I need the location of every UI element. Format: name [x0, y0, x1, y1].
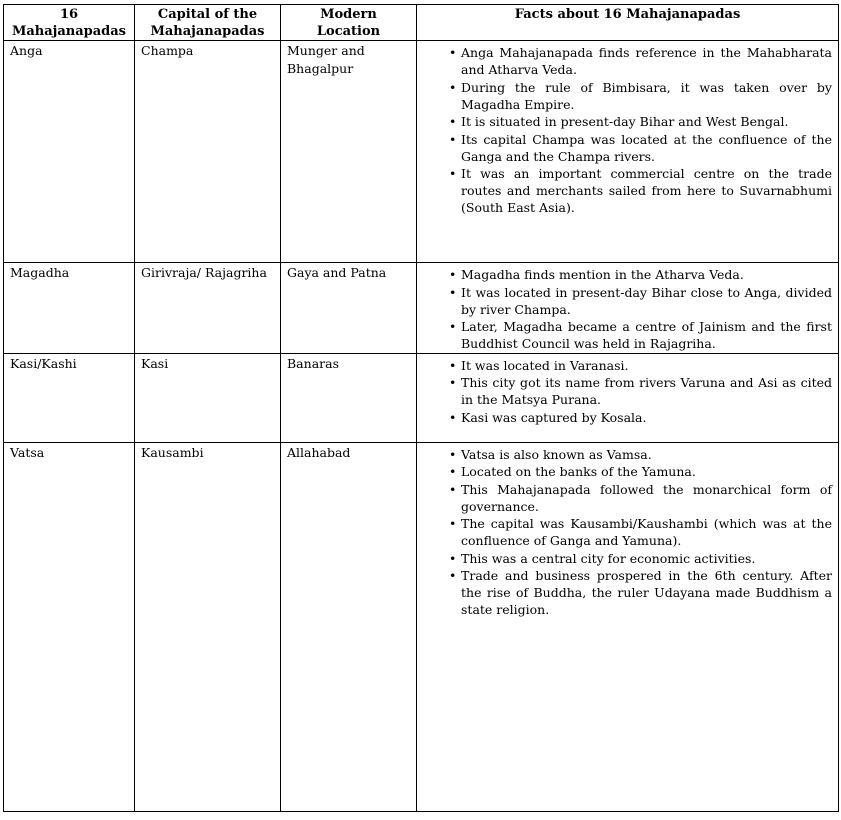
- cell-capital: Kasi: [135, 353, 281, 442]
- cell-capital: Kausambi: [135, 442, 281, 811]
- header-row: [4, 5, 839, 41]
- fact-item: • This Mahajanapada followed the monarchical form of governance.: [449, 481, 832, 515]
- cell-facts: [417, 353, 839, 442]
- header-facts: Facts about 16 Mahajanapadas: [417, 5, 839, 41]
- cell-modern: Gaya and Patna: [281, 263, 417, 354]
- table-wrapper: [3, 4, 839, 812]
- fact-item: • It was an important commercial centre on the trade routes and merchants sailed from here to Suvarnabhumi (South East Asia).: [449, 165, 832, 216]
- facts-list: [449, 44, 832, 216]
- fact-item: • Trade and business prospered in the 6th century. After the rise of Buddha, the ruler Udayana made Buddhism a state religion.: [449, 567, 832, 618]
- fact-item: • It is situated in present-day Bihar and West Bengal.: [449, 113, 832, 130]
- fact-item: • During the rule of Bimbisara, it was taken over by Magadha Empire.: [449, 79, 832, 113]
- fact-item: • This city got its name from rivers Varuna and Asi as cited in the Matsya Purana.: [449, 374, 832, 408]
- fact-item: • Later, Magadha became a centre of Jainism and the first Buddhist Council was held in Rajagriha.: [449, 318, 832, 352]
- cell-facts: [417, 263, 839, 354]
- fact-item: • It was located in present-day Bihar close to Anga, divided by river Champa.: [449, 284, 832, 318]
- cell-modern: Banaras: [281, 353, 417, 442]
- facts-list: [449, 266, 832, 352]
- facts-list: [449, 446, 832, 619]
- cell-name: Magadha: [4, 263, 135, 354]
- facts-list: [449, 357, 832, 426]
- mahajanapadas-table: [3, 4, 839, 812]
- fact-item: • Located on the banks of the Yamuna.: [449, 463, 832, 480]
- cell-facts: [417, 442, 839, 811]
- cell-name: Anga: [4, 41, 135, 263]
- header-capital: Capital of the Mahajanapadas: [135, 5, 281, 41]
- table-row: [4, 353, 839, 442]
- cell-capital: Champa: [135, 41, 281, 263]
- fact-item: • Kasi was captured by Kosala.: [449, 409, 832, 426]
- table-row: [4, 263, 839, 354]
- cell-facts: [417, 41, 839, 263]
- table-row: [4, 41, 839, 263]
- fact-item: • Anga Mahajanapada finds reference in the Mahabharata and Atharva Veda.: [449, 44, 832, 78]
- fact-item: • Vatsa is also known as Vamsa.: [449, 446, 832, 463]
- cell-name: Kasi/Kashi: [4, 353, 135, 442]
- header-modern-location: Modern Location: [281, 5, 417, 41]
- fact-item: • This was a central city for economic activities.: [449, 550, 832, 567]
- header-mahajanapadas: 16 Mahajanapadas: [4, 5, 135, 41]
- fact-item: • It was located in Varanasi.: [449, 357, 832, 374]
- cell-modern: Munger and Bhagalpur: [281, 41, 417, 263]
- table-row: [4, 442, 839, 811]
- fact-item: • Its capital Champa was located at the confluence of the Ganga and the Champa rivers.: [449, 131, 832, 165]
- cell-modern: Allahabad: [281, 442, 417, 811]
- fact-item: • Magadha finds mention in the Atharva Veda.: [449, 266, 832, 283]
- cell-capital: Girivraja/ Rajagriha: [135, 263, 281, 354]
- fact-item: • The capital was Kausambi/Kaushambi (which was at the confluence of Ganga and Yamuna).: [449, 515, 832, 549]
- cell-name: Vatsa: [4, 442, 135, 811]
